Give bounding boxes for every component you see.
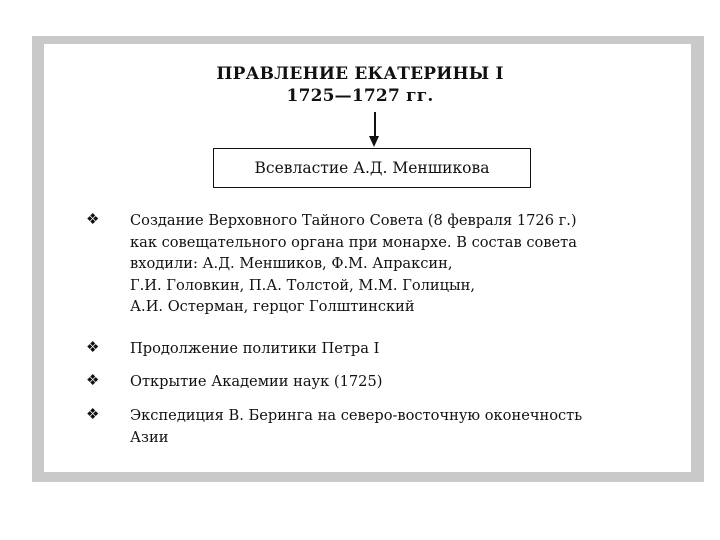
list-item-line: Создание Верховного Тайного Совета (8 февраля 1726 г.)	[130, 212, 577, 229]
list-item-line: Открытие Академии наук (1725)	[130, 373, 383, 390]
list-item	[130, 338, 686, 360]
bullet-icon: ❖	[86, 212, 100, 228]
list-item-line: Продолжение политики Петра I	[130, 340, 380, 357]
list-item-line: входили: А.Д. Меншиков, Ф.М. Апраксин,	[130, 255, 453, 272]
arrow-down-icon	[374, 112, 376, 138]
bullet-icon: ❖	[86, 340, 100, 356]
list-item-line: как совещательного органа при монархе. В состав совета	[130, 233, 577, 251]
list-item	[130, 405, 686, 448]
bullet-icon: ❖	[86, 373, 100, 389]
summary-box	[213, 148, 531, 188]
list-item-line: А.И. Остерман, герцог Голштинский	[130, 298, 415, 315]
list-item-line: Г.И. Головкин, П.А. Толстой, М.М. Голицын,	[130, 276, 476, 294]
document-title: ПРАВЛЕНИЕ ЕКАТЕРИНЫ I	[216, 64, 504, 84]
list-item-line: Азии	[130, 428, 169, 446]
document-title-years: 1725—1727 гг.	[286, 86, 434, 106]
list-item-line: Экспедиция В. Беринга на северо-восточную оконечность	[130, 407, 583, 424]
list-item	[130, 210, 686, 318]
summary-box-text: Всевластие А.Д. Меншикова	[254, 159, 490, 177]
bullet-icon: ❖	[86, 407, 100, 423]
list-item	[130, 371, 686, 393]
arrow-head-icon	[369, 136, 379, 147]
